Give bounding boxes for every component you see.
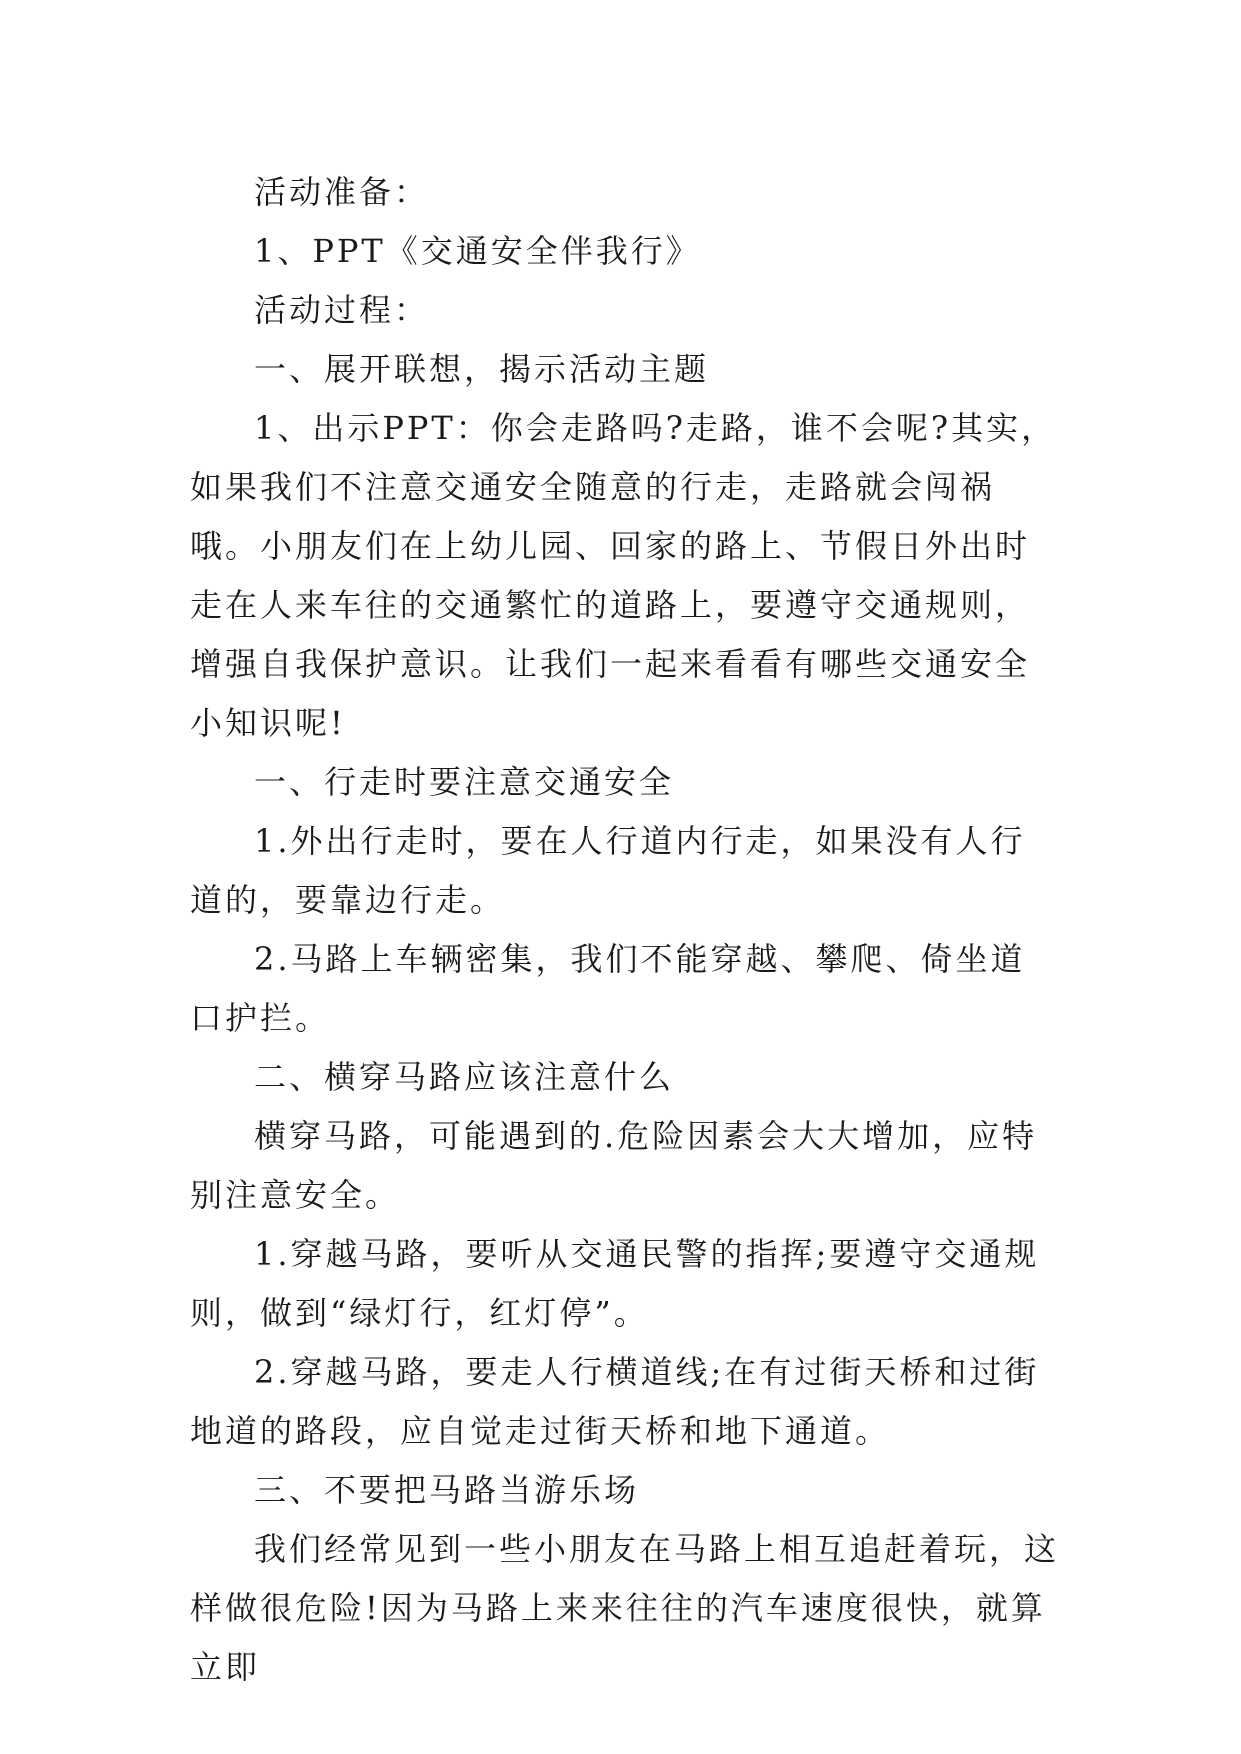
preparation-item-ppt: 1、PPT《交通安全伴我行》 xyxy=(254,232,701,270)
list-item-guardrail: 2.马路上车辆密集，我们不能穿越、攀爬、倚坐道口护拦。 xyxy=(190,940,1026,1037)
list-item-sidewalk: 1.外出行走时，要在人行道内行走，如果没有人行道的，要靠边行走。 xyxy=(190,822,1026,919)
paragraph-intro: 1、出示PPT：你会走路吗?走路，谁不会呢?其实，如果我们不注意交通安全随意的行走，走路就会闯祸哦。小朋友们在上幼儿园、回家的路上、节假日外出时走在人来车往的交通繁忙的道路上，要遵守交通规则，增强自我保护意识。让我们一起来看看有哪些交通安全小知识呢! xyxy=(190,409,1057,742)
section-heading-not-playground: 三、不要把马路当游乐场 xyxy=(254,1471,640,1509)
section-heading-walking-safety: 一、行走时要注意交通安全 xyxy=(254,763,675,801)
document-body xyxy=(190,163,1060,1697)
paragraph-chasing-danger: 我们经常见到一些小朋友在马路上相互追赶着玩，这样做很危险!因为马路上来来往往的汽车速度很快，就算立即 xyxy=(190,1530,1060,1686)
list-item-traffic-police: 1.穿越马路，要听从交通民警的指挥;要遵守交通规则，做到“绿灯行，红灯停”。 xyxy=(190,1235,1040,1332)
paragraph-crossing-danger: 横穿马路，可能遇到的.危险因素会大大增加，应特别注意安全。 xyxy=(190,1117,1038,1214)
section-heading-theme: 一、展开联想，揭示活动主题 xyxy=(254,350,710,388)
heading-activity-preparation: 活动准备： xyxy=(254,173,430,211)
section-heading-crossing-road: 二、横穿马路应该注意什么 xyxy=(254,1058,675,1096)
list-item-crosswalk: 2.穿越马路，要走人行横道线;在有过街天桥和过街地道的路段，应自觉走过街天桥和地下通道。 xyxy=(190,1353,1040,1450)
heading-activity-process: 活动过程： xyxy=(254,291,430,329)
